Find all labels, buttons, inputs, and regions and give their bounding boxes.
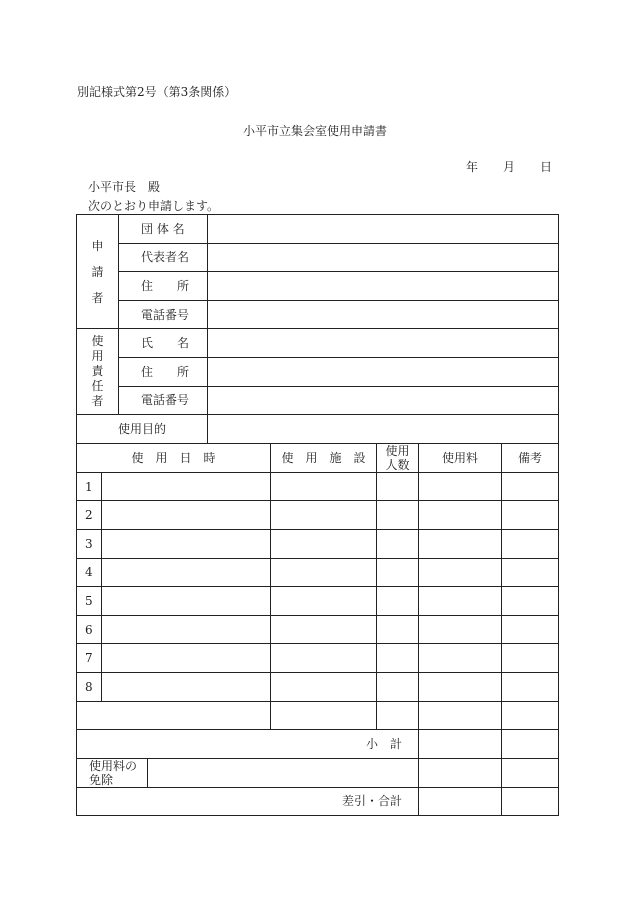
- net-total-row: [77, 787, 559, 816]
- usage-remarks-cell[interactable]: [502, 472, 559, 501]
- intro-text: 次のとおり申請します。: [88, 199, 220, 213]
- applicant-section-label: [77, 215, 119, 329]
- usage-remarks-cell[interactable]: [502, 672, 559, 701]
- usage-headcount-cell[interactable]: [377, 501, 419, 530]
- usage-datetime-cell[interactable]: [102, 501, 271, 530]
- purpose-label: 使用目的: [77, 415, 208, 444]
- usage-fee-cell[interactable]: [419, 529, 502, 558]
- page-title: 小平市立集会室使用申請書: [242, 124, 387, 138]
- usage-headcount-cell[interactable]: [377, 672, 419, 701]
- addressee: 小平市長 殿: [88, 180, 161, 194]
- usage-facility-cell[interactable]: [271, 472, 377, 501]
- usage-fee-cell[interactable]: [419, 644, 502, 673]
- usage-row: [77, 672, 559, 701]
- representative-label: 代表者名: [119, 243, 208, 272]
- net-total-remarks-field[interactable]: [502, 787, 559, 816]
- usage-datetime-cell[interactable]: [102, 529, 271, 558]
- responsible-phone-label: 電話番号: [119, 386, 208, 415]
- usage-fee-cell[interactable]: [419, 558, 502, 587]
- subtotal-row: [77, 730, 559, 759]
- usage-facility-cell[interactable]: [271, 672, 377, 701]
- subtotal-remarks-field[interactable]: [502, 730, 559, 759]
- usage-headcount-cell[interactable]: [377, 472, 419, 501]
- exemption-field[interactable]: [148, 758, 419, 787]
- application-form-table: [76, 214, 559, 816]
- usage-remarks-cell[interactable]: [502, 644, 559, 673]
- usage-remarks-cell[interactable]: [502, 701, 559, 730]
- usage-facility-cell[interactable]: [271, 587, 377, 616]
- row-number: 5: [77, 587, 102, 616]
- representative-field[interactable]: [208, 243, 559, 272]
- usage-headcount-cell[interactable]: [377, 644, 419, 673]
- org-name-label: 団 体 名: [119, 215, 208, 244]
- usage-facility-cell[interactable]: [271, 501, 377, 530]
- usage-row: [77, 644, 559, 673]
- subtotal-label: 小 計: [77, 730, 419, 759]
- row-number: 2: [77, 501, 102, 530]
- responsible-address-label: 住 所: [119, 357, 208, 386]
- row-number: 6: [77, 615, 102, 644]
- row-number: 1: [77, 472, 102, 501]
- purpose-row: [77, 415, 559, 444]
- purpose-field[interactable]: [208, 415, 559, 444]
- responsible-row-address: [77, 357, 559, 386]
- row-number: 7: [77, 644, 102, 673]
- usage-datetime-cell[interactable]: [102, 558, 271, 587]
- row-number: 3: [77, 529, 102, 558]
- usage-datetime-cell[interactable]: [102, 587, 271, 616]
- usage-headcount-cell[interactable]: [377, 615, 419, 644]
- responsible-name-label: 氏 名: [119, 329, 208, 358]
- usage-fee-cell[interactable]: [419, 615, 502, 644]
- usage-facility-cell[interactable]: [271, 558, 377, 587]
- net-total-label: 差引・合計: [77, 787, 419, 816]
- usage-headcount-cell[interactable]: [377, 587, 419, 616]
- responsible-section-label: [77, 329, 119, 415]
- usage-facility-header: 使 用 施 設: [271, 443, 377, 472]
- usage-datetime-cell[interactable]: [102, 644, 271, 673]
- headcount-header-text: 使用人数: [385, 443, 410, 472]
- form-number: 別記様式第2号（第3条関係）: [77, 85, 237, 99]
- date-line: [466, 160, 552, 174]
- usage-fee-cell[interactable]: [419, 672, 502, 701]
- applicant-label-text: 申請者: [91, 238, 104, 305]
- usage-fee-cell[interactable]: [419, 587, 502, 616]
- usage-row: [77, 501, 559, 530]
- usage-row: [77, 615, 559, 644]
- applicant-address-field[interactable]: [208, 272, 559, 301]
- usage-remarks-cell[interactable]: [502, 558, 559, 587]
- usage-row: [77, 587, 559, 616]
- usage-remarks-cell[interactable]: [502, 529, 559, 558]
- row-number: 4: [77, 558, 102, 587]
- exemption-fee-field[interactable]: [419, 758, 502, 787]
- usage-facility-cell[interactable]: [271, 644, 377, 673]
- responsible-name-field[interactable]: [208, 329, 559, 358]
- applicant-row-phone: [77, 300, 559, 329]
- row-number: 8: [77, 672, 102, 701]
- usage-datetime-cell[interactable]: [102, 672, 271, 701]
- usage-datetime-cell[interactable]: [102, 472, 271, 501]
- exemption-remarks-field[interactable]: [502, 758, 559, 787]
- responsible-phone-field[interactable]: [208, 386, 559, 415]
- date-month-label: 月: [503, 160, 516, 174]
- net-total-fee-field[interactable]: [419, 787, 502, 816]
- usage-headcount-cell[interactable]: [377, 529, 419, 558]
- usage-facility-cell[interactable]: [271, 701, 377, 730]
- usage-row: [77, 558, 559, 587]
- exemption-row: [77, 758, 559, 787]
- applicant-phone-label: 電話番号: [119, 300, 208, 329]
- responsible-row-name: [77, 329, 559, 358]
- usage-datetime-cell[interactable]: [77, 701, 271, 730]
- subtotal-fee-field[interactable]: [419, 730, 502, 759]
- usage-fee-cell[interactable]: [419, 472, 502, 501]
- usage-fee-header: 使用料: [419, 443, 502, 472]
- usage-remarks-cell[interactable]: [502, 615, 559, 644]
- org-name-field[interactable]: [208, 215, 559, 244]
- applicant-phone-field[interactable]: [208, 300, 559, 329]
- applicant-row-rep: [77, 243, 559, 272]
- usage-fee-cell[interactable]: [419, 701, 502, 730]
- usage-headcount-cell[interactable]: [377, 701, 419, 730]
- usage-remarks-cell[interactable]: [502, 501, 559, 530]
- responsible-address-field[interactable]: [208, 357, 559, 386]
- usage-fee-cell[interactable]: [419, 501, 502, 530]
- exemption-label: 使用料の免除: [77, 758, 148, 787]
- usage-facility-cell[interactable]: [271, 615, 377, 644]
- usage-datetime-cell[interactable]: [102, 615, 271, 644]
- responsible-row-phone: [77, 386, 559, 415]
- date-day-label: 日: [540, 160, 553, 174]
- usage-header-row: [77, 443, 559, 472]
- applicant-row-org: [77, 215, 559, 244]
- applicant-address-label: 住 所: [119, 272, 208, 301]
- usage-headcount-cell[interactable]: [377, 558, 419, 587]
- usage-datetime-header: 使 用 日 時: [77, 443, 271, 472]
- usage-row-extra: [77, 701, 559, 730]
- usage-row: [77, 472, 559, 501]
- usage-remarks-header: 備考: [502, 443, 559, 472]
- usage-row: [77, 529, 559, 558]
- usage-remarks-cell[interactable]: [502, 587, 559, 616]
- usage-facility-cell[interactable]: [271, 529, 377, 558]
- applicant-row-address: [77, 272, 559, 301]
- responsible-label-text: 使用責任者: [91, 334, 104, 409]
- date-year-label: 年: [466, 160, 479, 174]
- usage-headcount-header: [377, 443, 419, 472]
